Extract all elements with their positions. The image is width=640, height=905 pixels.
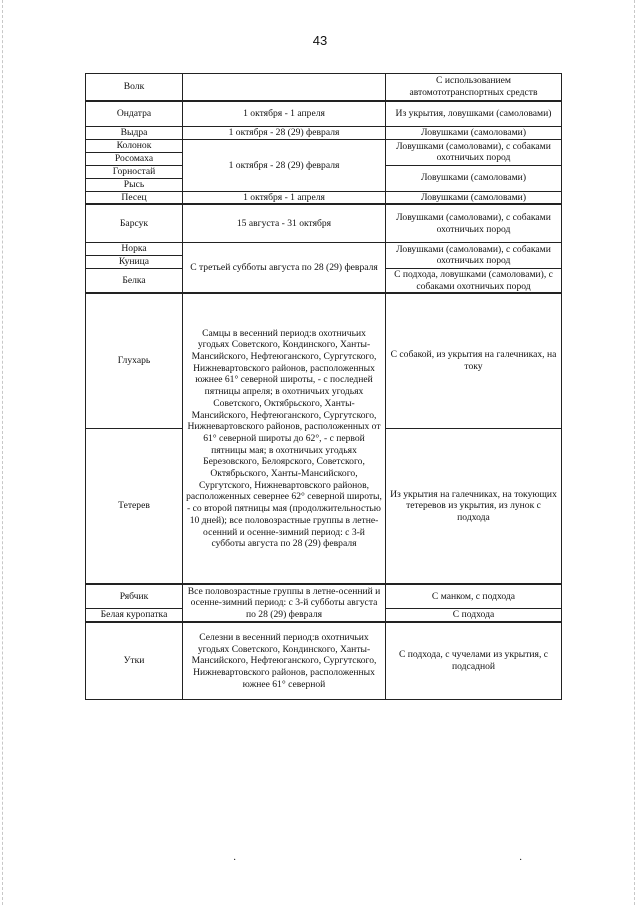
period-cell: 1 октября - 28 (29) февраля [183,140,386,192]
method-cell: Ловушками (самоловами) [386,165,562,191]
table-row [86,191,562,204]
method-cell: С подхода [386,608,562,622]
method-cell: С подхода, ловушками (самоловами), с собаками охотничьих пород [386,268,562,293]
method-cell: Ловушками (самоловами), с собаками охотничьих пород [386,140,562,166]
hunting-periods-table [85,73,562,700]
animal-cell: Тетерев [86,428,183,584]
table-row [86,101,562,127]
period-cell: С третьей субботы августа по 28 (29) февраля [183,242,386,293]
animal-cell: Выдра [86,127,183,140]
table-row [86,584,562,608]
table-row [86,74,562,101]
animal-cell: Волк [86,74,183,101]
animal-cell: Ондатра [86,101,183,127]
method-cell: С манком, с подхода [386,584,562,608]
period-cell: 1 октября - 1 апреля [183,191,386,204]
period-cell: 1 октября - 28 (29) февраля [183,127,386,140]
method-cell: Ловушками (самоловами), с собаками охотничьих пород [386,204,562,242]
table-row [86,242,562,255]
page-number: 43 [312,33,328,48]
animal-cell: Глухарь [86,293,183,428]
method-cell: Ловушками (самоловами), с собаками охотничьих пород [386,242,562,268]
method-cell: Ловушками (самоловами) [386,127,562,140]
method-cell: Из укрытия на галечниках, на токующих тетеревов из укрытия, из лунок с подхода [386,428,562,584]
scan-speck: · [233,855,237,866]
method-cell: Из укрытия, ловушками (самоловами) [386,101,562,127]
table-row [86,622,562,699]
method-cell: С собакой, из укрытия на галечниках, на току [386,293,562,428]
period-cell: Самцы в весенний период:в охотничьих угодьях Советского, Кондинского, Ханты-Мансийского, Нефтеюганского, Сургутского, Нижневартовского районов, расположенных южнее 61° северной широты, - с последней пятницы апреля; в охотничьих угодьях Советского, Октябрьского, Ханты-Мансийского, Нефтеюганского, Сургутского, Нижневартовского районов, расположенных от 61° северной широты до 62°, - с первой пятницы мая; в охотничьих угодьях Березовского, Белоярского, Советского, Октябрьского, Ханты-Мансийского, Сургутского, Нижневартовского районов, расположенных севернее 62° северной широты, - со второй пятницы мая (продолжительностью 10 дней); все половозрастные группы в летне-осенний и осенне-зимний период: с 3-й субботы августа по 28 (29) февраля [183,293,386,584]
period-cell: 15 августа - 31 октября [183,204,386,242]
animal-cell: Колонок [86,140,183,153]
method-cell: С использованием автомототранспортных средств [386,74,562,101]
animal-cell: Песец [86,191,183,204]
animal-cell: Белая куропатка [86,608,183,622]
animal-cell: Утки [86,622,183,699]
scan-speck: · [519,855,523,866]
table-row [86,127,562,140]
table-row [86,293,562,428]
period-cell: Все половозрастные группы в летне-осенний и осенне-зимний период: с 3-й субботы августа по 28 (29) февраля [183,584,386,622]
animal-cell: Горностай [86,165,183,178]
table-row [86,140,562,153]
animal-cell: Белка [86,268,183,293]
animal-cell: Рысь [86,178,183,191]
scan-edge-right [634,0,636,905]
animal-cell: Барсук [86,204,183,242]
animal-cell: Норка [86,242,183,255]
animal-cell: Росомаха [86,152,183,165]
table-row [86,204,562,242]
period-cell: 1 октября - 1 апреля [183,101,386,127]
period-cell [183,74,386,101]
method-cell: С подхода, с чучелами из укрытия, с подсадной [386,622,562,699]
scan-edge-left [2,0,4,905]
animal-cell: Рябчик [86,584,183,608]
method-cell: Ловушками (самоловами) [386,191,562,204]
animal-cell: Куница [86,255,183,268]
period-cell: Селезни в весенний период:в охотничьих угодьях Советского, Кондинского, Ханты-Мансийского, Нефтеюганского, Сургутского, Нижневартовского районов, расположенных южнее 61° северной [183,622,386,699]
